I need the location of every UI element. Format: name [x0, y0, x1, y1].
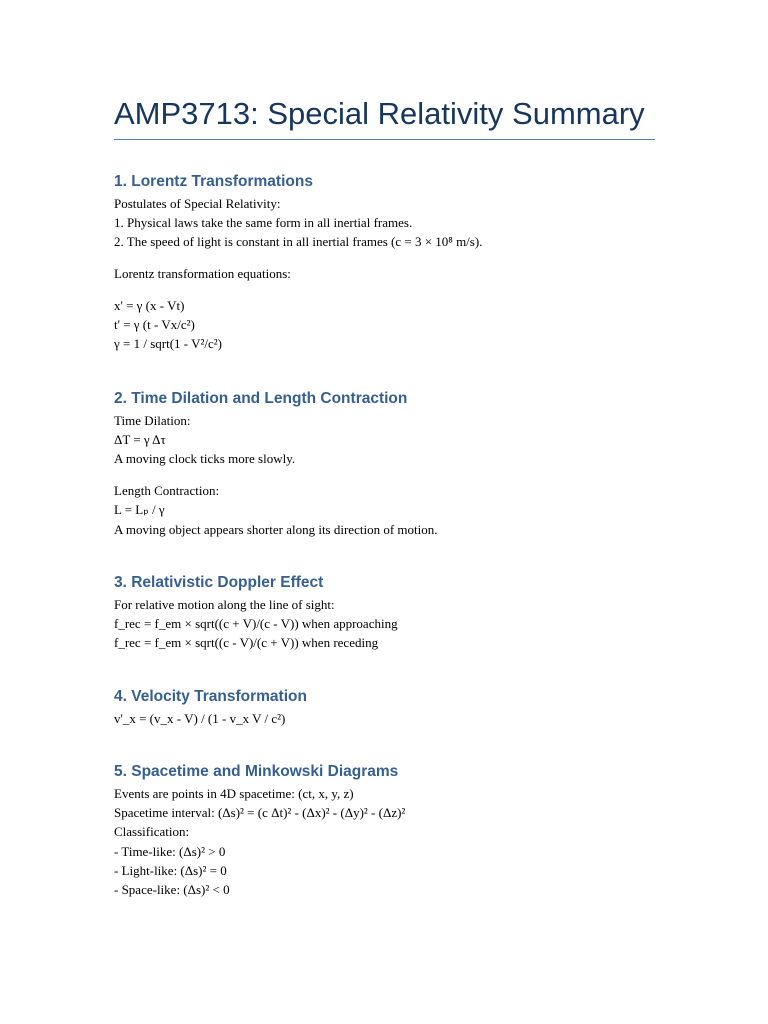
text-line: A moving clock ticks more slowly. — [114, 451, 296, 467]
text-line: A moving object appears shorter along its direction of motion. — [114, 521, 438, 537]
text-line: Events are points in 4D spacetime: (ct, x, y, z) — [114, 786, 354, 801]
equation-line: Spacetime interval: (Δs)² = (c Δt)² - (Δx)² - (Δy)² - (Δz)² — [114, 805, 406, 821]
equation-line: x' = γ (x - Vt) — [114, 298, 185, 313]
section-heading: 3. Relativistic Doppler Effect — [114, 574, 324, 591]
text-line: For relative motion along the line of sight: — [114, 597, 335, 612]
text-line: Lorentz transformation equations: — [114, 266, 291, 282]
section-time-dilation-length-contraction — [114, 388, 655, 539]
title-underline — [114, 139, 655, 140]
equation-line: γ = 1 / sqrt(1 - V²/c²) — [114, 336, 223, 352]
equation-line: L = Lₚ / γ — [114, 502, 165, 518]
text-line: Postulates of Special Relativity: — [114, 196, 281, 211]
list-item: - Space-like: (Δs)² < 0 — [114, 882, 230, 898]
section-relativistic-doppler — [114, 572, 655, 653]
section-heading: 5. Spacetime and Minkowski Diagrams — [114, 763, 399, 780]
section-heading: 1. Lorentz Transformations — [114, 173, 313, 190]
list-item: - Time-like: (Δs)² > 0 — [114, 843, 226, 859]
text-line: 1. Physical laws take the same form in all inertial frames. — [114, 215, 413, 231]
section-lorentz-transformations — [114, 171, 655, 354]
text-line: Length Contraction: — [114, 483, 220, 499]
text-line: 2. The speed of light is constant in all inertial frames (c = 3 × 10⁸ m/s). — [114, 234, 483, 250]
paragraph-gap — [114, 469, 655, 482]
section-velocity-transformation — [114, 686, 655, 728]
section-heading: 4. Velocity Transformation — [114, 688, 307, 705]
equation-line: t' = γ (t - Vx/c²) — [114, 317, 195, 333]
equation-line: f_rec = f_em × sqrt((c + V)/(c - V)) when approaching — [114, 616, 398, 632]
text-line: Classification: — [114, 824, 190, 840]
section-spacetime-minkowski — [114, 761, 655, 899]
text-line: Time Dilation: — [114, 413, 191, 428]
paragraph-gap — [114, 252, 655, 265]
paragraph-gap — [114, 283, 655, 296]
document-title: AMP3713: Special Relativity Summary — [114, 96, 645, 131]
list-item: - Light-like: (Δs)² = 0 — [114, 862, 227, 878]
equation-line: ΔT = γ Δτ — [114, 432, 166, 448]
equation-line: v'_x = (v_x - V) / (1 - v_x V / c²) — [114, 711, 286, 726]
section-heading: 2. Time Dilation and Length Contraction — [114, 390, 408, 407]
equation-line: f_rec = f_em × sqrt((c - V)/(c + V)) when receding — [114, 635, 379, 651]
